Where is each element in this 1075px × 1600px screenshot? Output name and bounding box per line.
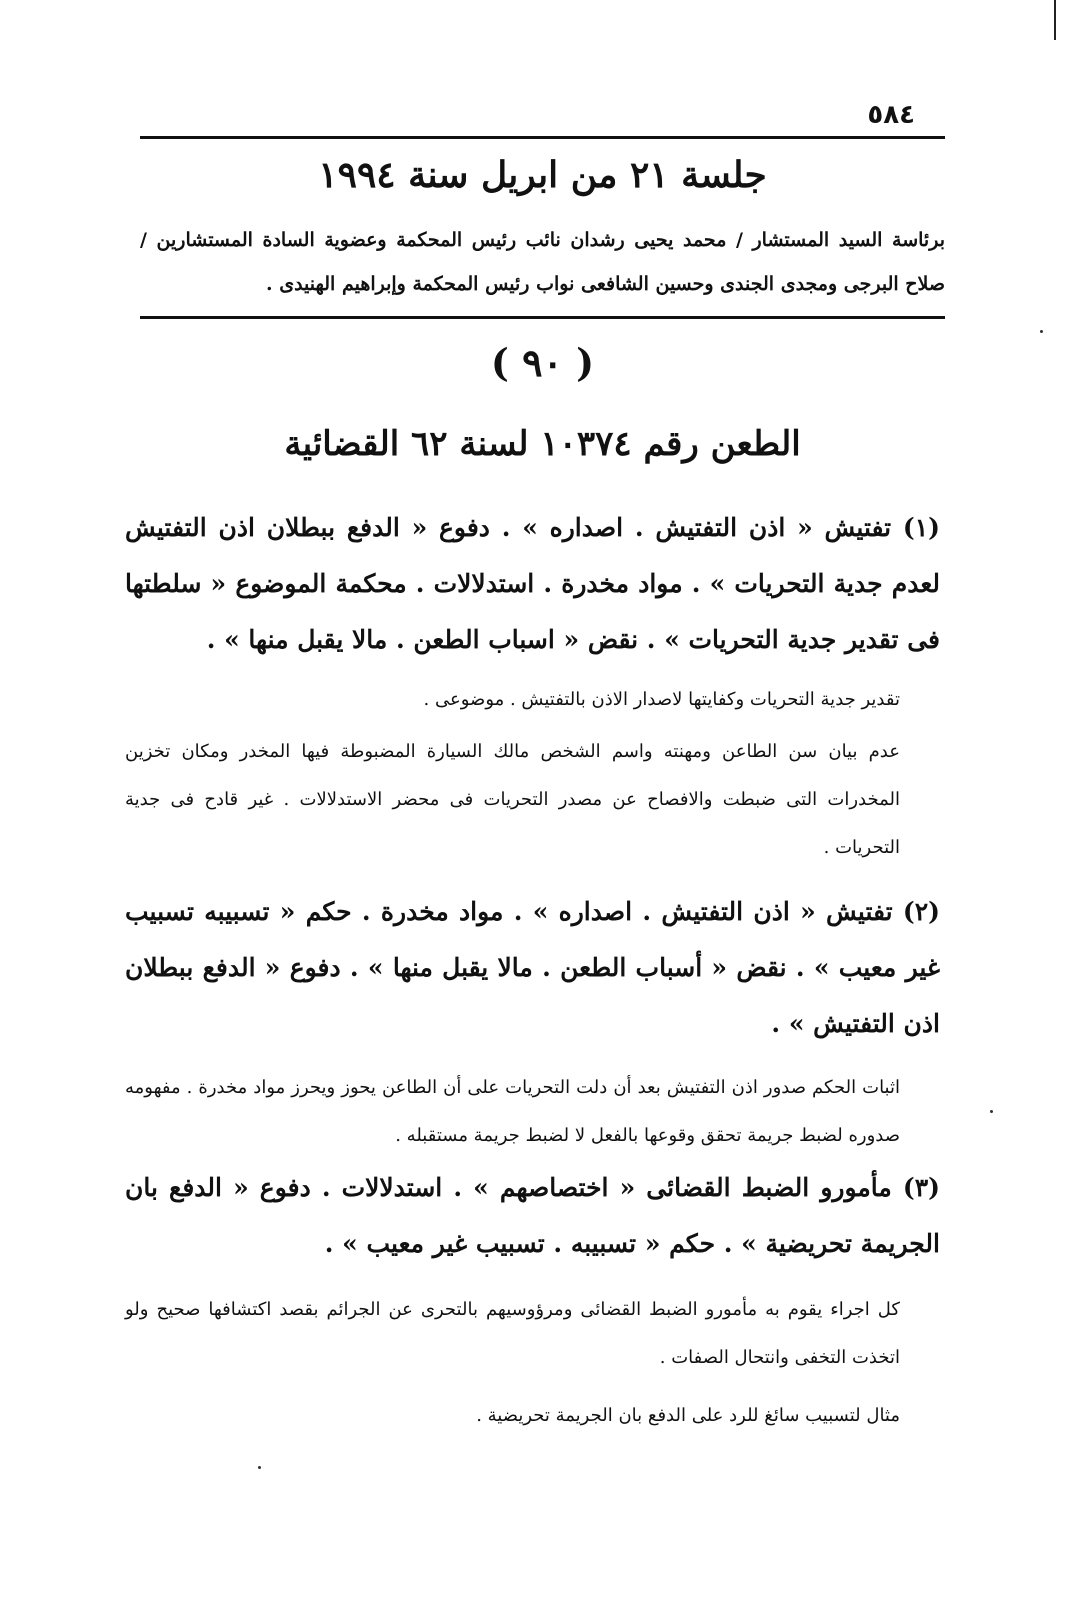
scan-speck: [258, 1466, 261, 1469]
case-number: ( ٩٠ ): [490, 340, 595, 385]
page-number: ٥٨٤: [867, 100, 915, 130]
principle-3a-text: كل اجراء يقوم به مأمورو الضبط القضائى ومرؤوسيهم بالتحرى عن الجرائم بقصد اكتشافها صحيح ولو اتخذت التخفى وانتحال الصفات .: [125, 1299, 900, 1368]
headnote-2-text: (٢) تفتيش « اذن التفتيش . اصداره » . مواد مخدرة . حكم « تسبيبه تسبيب غير معيب » . نقض « أسباب الطعن . مالا يقبل منها » . دفوع « الدفع ببطلان اذن التفتيش » .: [125, 897, 941, 1038]
scan-speck: [990, 1110, 993, 1113]
headnote-3: [125, 1160, 940, 1272]
principle-2: [125, 1064, 940, 1160]
headnote-1-text: (١) تفتيش « اذن التفتيش . اصداره » . دفوع « الدفع ببطلان اذن التفتيش لعدم جدية التحريات » . مواد مخدرة . استدلالات . محكمة الموضوع « سلطتها فى تقدير جدية التحريات » . نقض « اسباب الطعن . مالا يقبل منها » .: [125, 513, 940, 654]
scan-edge-mark: [1054, 0, 1056, 40]
scan-speck: [1040, 330, 1043, 333]
principle-1a: [125, 676, 940, 724]
principle-1b-text: عدم بيان سن الطاعن ومهنته واسم الشخص مالك السيارة المضبوطة فيها المخدر ومكان تخزين المخدرات التى ضبطت والافصاح عن مصدر التحريات فى محضر الاستدلالات . غير قادح فى جدية التحريات .: [125, 741, 900, 858]
headnote-3-text: (٣) مأمورو الضبط القضائى « اختصاصهم » . استدلالات . دفوع « الدفع بان الجريمة تحريضية » . حكم « تسبيبه . تسبيب غير معيب » .: [125, 1173, 940, 1258]
session-title: جلسة ٢١ من ابريل سنة ١٩٩٤: [318, 154, 767, 196]
header-bottom-rule: [140, 316, 945, 319]
principle-2-text: اثبات الحكم صدور اذن التفتيش بعد أن دلت التحريات على أن الطاعن يحوز ويحرز مواد مخدرة . مفهومه صدوره لضبط جريمة تحقق وقوعها بالفعل لا لضبط جريمة مستقبله .: [125, 1077, 900, 1146]
principle-1b: [125, 728, 940, 872]
principle-3a: [125, 1286, 940, 1382]
headnote-2: [125, 884, 940, 1052]
principle-3b-text: مثال لتسبيب سائغ للرد على الدفع بان الجريمة تحريضية .: [476, 1405, 900, 1426]
appeal-title: الطعن رقم ١٠٣٧٤ لسنة ٦٢ القضائية: [284, 424, 801, 464]
header-top-rule: [140, 136, 945, 139]
court-presidency: برئاسة السيد المستشار / محمد يحيى رشدان نائب رئيس المحكمة وعضوية السادة المستشارين / صلاح البرجى ومجدى الجندى وحسين الشافعى نواب رئيس المحكمة وإبراهيم الهنيدى .: [140, 229, 945, 295]
principle-1a-text: تقدير جدية التحريات وكفايتها لاصدار الاذن بالتفتيش . موضوعى .: [423, 689, 900, 710]
headnote-1: [125, 500, 940, 668]
principle-3b: [125, 1392, 940, 1440]
